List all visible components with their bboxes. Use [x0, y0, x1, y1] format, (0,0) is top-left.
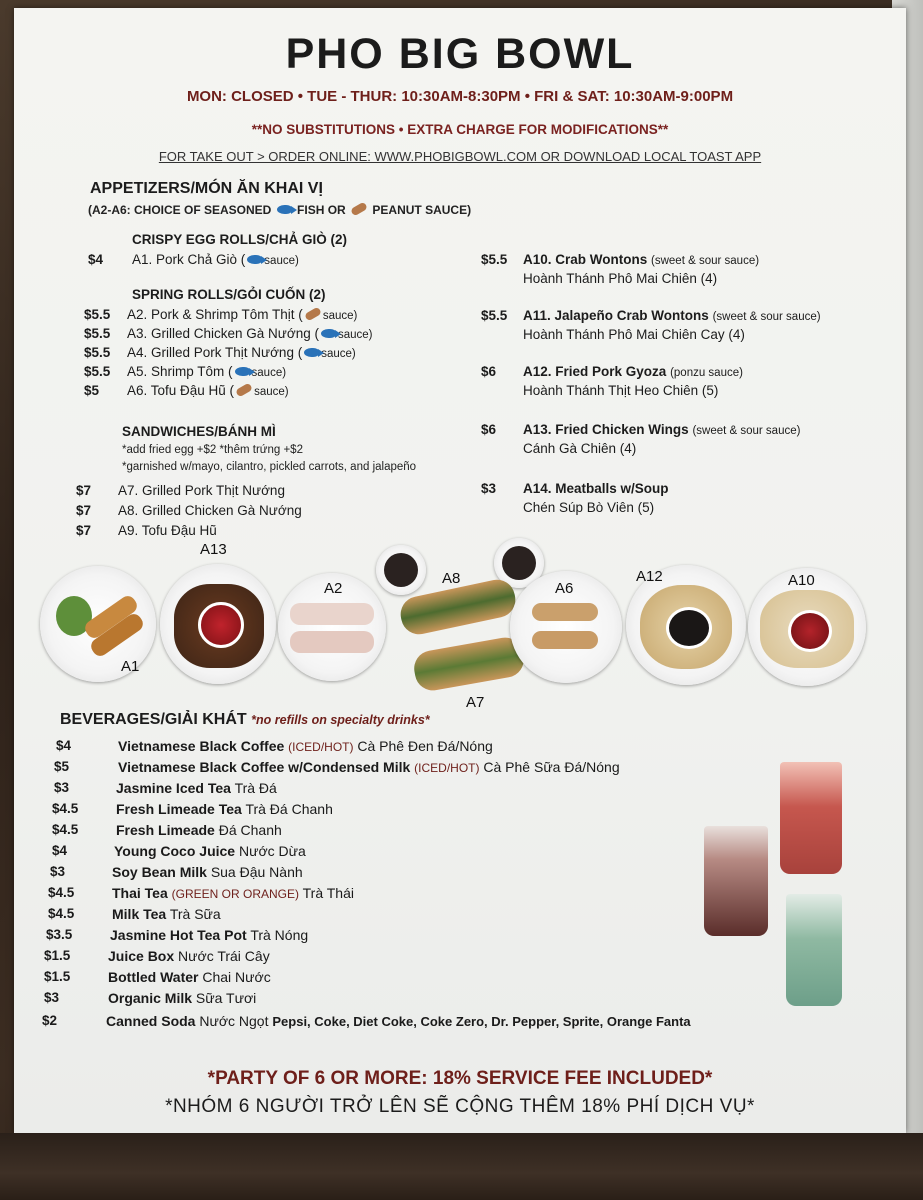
menu-sheet	[14, 8, 906, 1133]
beverage-tag: (ICED/HOT)	[414, 761, 480, 775]
beverage-name: Thai Tea	[112, 885, 168, 901]
item-price: $4	[88, 252, 104, 267]
beverage-item	[116, 801, 333, 817]
sauce-note-b: FISH OR	[297, 203, 346, 217]
item-sauce: sauce)	[251, 367, 287, 379]
beverage-name: Jasmine Hot Tea Pot	[110, 927, 247, 943]
peanut-icon	[304, 307, 322, 322]
item-vn-name: Chén Súp Bò Viên (5)	[523, 500, 655, 515]
item-price: $5	[84, 383, 100, 398]
menu-item-a3	[127, 326, 373, 341]
beverage-price: $5	[54, 759, 70, 774]
item-name: A12. Fried Pork Gyoza	[523, 364, 667, 379]
beverage-item	[110, 927, 308, 943]
item-price: $3	[481, 481, 497, 496]
beverage-price: $3	[44, 990, 60, 1005]
fish-icon	[321, 329, 336, 338]
peanut-icon	[350, 202, 368, 217]
beverage-vn-name: Sua Đậu Nành	[210, 864, 303, 880]
photo-label-a7: A7	[466, 694, 485, 711]
beverage-price: $1.5	[44, 969, 71, 984]
beverage-vn-name: Chai Nước	[202, 969, 271, 985]
menu-item-a10	[523, 252, 759, 267]
item-name: A11. Jalapeño Crab Wontons	[523, 308, 709, 323]
beverage-name: Organic Milk	[108, 990, 193, 1006]
item-price: $5.5	[84, 345, 111, 360]
item-name: A3. Grilled Chicken Gà Nướng (	[127, 326, 319, 341]
beverage-vn-name: Trà Thái	[302, 885, 354, 901]
beverage-name: Fresh Limeade Tea	[116, 801, 242, 817]
beverage-price: $3	[54, 780, 70, 795]
fish-icon	[277, 205, 292, 214]
photo-label-a12: A12	[636, 568, 663, 585]
party-fee-note-vn: *NHÓM 6 NGƯỜI TRỞ LÊN SẼ CỘNG THÊM 18% PHÍ DỊCH VỤ*	[165, 1096, 755, 1117]
opening-hours: MON: CLOSED • TUE - THUR: 10:30AM-8:30PM • FRI & SAT: 10:30AM-9:00PM	[186, 88, 734, 105]
menu-item-a6	[127, 383, 289, 398]
beverage-name: Young Coco Juice	[114, 843, 236, 859]
sandwich-note-garnish: *garnished w/mayo, cilantro, pickled carrots, and jalapeño	[122, 461, 417, 473]
item-name: A6. Tofu Đậu Hũ (	[127, 383, 235, 398]
photo-label-a8: A8	[442, 570, 461, 587]
menu-item-a11	[523, 308, 821, 323]
drink-photo-red	[780, 762, 842, 874]
beverage-tag: (ICED/HOT)	[288, 740, 354, 754]
sauce-note-c: PEANUT SAUCE)	[372, 203, 472, 217]
beverage-vn-name: Trà Đá Chanh	[245, 801, 333, 817]
sauce-note-a: (A2-A6: CHOICE OF SEASONED	[88, 203, 272, 217]
beverage-item	[118, 738, 493, 754]
photo-label-a2: A2	[324, 580, 343, 597]
beverage-vn-name: Trà Nóng	[250, 927, 309, 943]
beverage-item	[112, 864, 303, 880]
item-vn-name: Hoành Thánh Thịt Heo Chiên (5)	[523, 383, 719, 398]
menu-item-a13	[523, 422, 800, 437]
beverage-price: $1.5	[44, 948, 71, 963]
sauce-bowl-left	[376, 545, 426, 595]
item-sauce: sauce)	[321, 348, 356, 360]
spring-rolls-header: SPRING ROLLS/GỎI CUỐN (2)	[132, 287, 326, 302]
item-price: $7	[76, 483, 92, 498]
beverage-item	[116, 822, 282, 838]
sandwiches-header: SANDWICHES/BÁNH MÌ	[122, 424, 276, 439]
beverage-item	[114, 843, 306, 859]
beverage-vn-name: Nước Dừa	[238, 843, 306, 859]
item-sauce: sauce)	[337, 329, 373, 341]
food-photo-a7	[411, 635, 526, 693]
menu-item-a9: A9. Tofu Đậu Hũ	[118, 523, 217, 538]
item-price: $5.5	[481, 252, 508, 267]
title-text: PHO BIG BOWL	[285, 30, 635, 78]
item-sauce: sauce)	[264, 255, 299, 267]
menu-item-a12	[523, 364, 743, 379]
item-price: $5.5	[84, 326, 111, 341]
sauce-note	[88, 203, 471, 217]
restaurant-title	[14, 30, 906, 79]
item-sauce: (sweet & sour sauce)	[692, 425, 801, 437]
menu-item-a1	[132, 252, 299, 267]
beverage-item	[106, 1013, 691, 1029]
soda-options: Pepsi, Coke, Diet Coke, Coke Zero, Dr. Pepper, Sprite, Orange Fanta	[272, 1014, 691, 1029]
item-sauce: (ponzu sauce)	[670, 367, 743, 379]
drink-photo-green	[786, 894, 842, 1006]
beverage-name: Jasmine Iced Tea	[116, 780, 231, 796]
item-sauce: (sweet & sour sauce)	[651, 255, 760, 267]
beverage-vn-name: Cà Phê Đen Đá/Nóng	[357, 738, 493, 754]
photo-label-a1: A1	[121, 658, 140, 675]
beverage-item	[118, 759, 620, 775]
drink-photo-coffee	[704, 826, 768, 936]
beverage-price: $4	[52, 843, 68, 858]
beverage-item	[112, 885, 354, 901]
item-name: A4. Grilled Pork Thịt Nướng (	[127, 345, 303, 360]
beverage-vn-name: Trà Đá	[234, 780, 277, 796]
beverage-item	[108, 948, 270, 964]
beverage-price: $4	[56, 738, 72, 753]
beverage-name: Soy Bean Milk	[112, 864, 207, 880]
beverage-item	[108, 969, 271, 985]
item-name: A5. Shrimp Tôm (	[127, 364, 233, 379]
item-sauce: sauce)	[254, 386, 289, 398]
beverage-price: $3.5	[46, 927, 73, 942]
beverage-name: Fresh Limeade	[116, 822, 215, 838]
beverage-price: $4.5	[52, 822, 79, 837]
beverage-vn-name: Nước Trái Cây	[178, 948, 270, 964]
beverage-name: Juice Box	[108, 948, 175, 964]
beverage-name: Canned Soda	[106, 1013, 196, 1029]
beverage-vn-name: Sữa Tươi	[195, 990, 257, 1006]
fish-icon	[247, 255, 262, 264]
menu-item-a5	[127, 364, 286, 379]
beverage-name: Milk Tea	[112, 906, 167, 922]
beverages-note: *no refills on specialty drinks*	[251, 713, 430, 727]
item-name: A14. Meatballs w/Soup	[523, 481, 669, 496]
beverage-price: $2	[42, 1013, 58, 1028]
menu-item-a14	[523, 481, 669, 496]
photo-label-a13: A13	[200, 541, 227, 558]
item-price: $6	[481, 422, 497, 437]
beverage-item	[116, 780, 277, 796]
sandwich-note-egg: *add fried egg +$2 *thêm trứng +$2	[122, 444, 303, 456]
beverage-vn-name: Cà Phê Sữa Đá/Nóng	[483, 759, 620, 775]
item-vn-name: Hoành Thánh Phô Mai Chiên Cay (4)	[523, 327, 745, 342]
item-sauce: (sweet & sour sauce)	[712, 311, 821, 323]
fish-icon	[304, 348, 319, 357]
item-price: $5.5	[84, 307, 111, 322]
beverage-name: Vietnamese Black Coffee w/Condensed Milk	[118, 759, 411, 775]
beverage-vn-name: Trà Sữa	[169, 906, 221, 922]
peanut-icon	[235, 383, 253, 398]
menu-item-a2	[127, 307, 357, 322]
item-price: $5.5	[481, 308, 508, 323]
beverage-vn-name: Đá Chanh	[218, 822, 282, 838]
menu-item-a7: A7. Grilled Pork Thịt Nướng	[118, 483, 285, 498]
beverage-price: $4.5	[48, 885, 75, 900]
item-price: $7	[76, 523, 92, 538]
item-name: A13. Fried Chicken Wings	[523, 422, 689, 437]
beverage-price: $3	[50, 864, 66, 879]
fish-icon	[235, 367, 250, 376]
beverage-price: $4.5	[48, 906, 75, 921]
beverage-item	[108, 990, 256, 1006]
menu-item-a8: A8. Grilled Chicken Gà Nướng	[118, 503, 302, 518]
item-name: A1. Pork Chả Giò (	[132, 252, 246, 267]
beverages-title: BEVERAGES/GIẢI KHÁT	[60, 711, 247, 728]
takeout-link[interactable]: FOR TAKE OUT > ORDER ONLINE: WWW.PHOBIGBOWL.COM OR DOWNLOAD LOCAL TOAST APP	[158, 149, 762, 164]
beverage-name: Vietnamese Black Coffee	[118, 738, 285, 754]
table-bottom	[0, 1133, 923, 1200]
item-vn-name: Hoành Thánh Phô Mai Chiên (4)	[523, 271, 718, 286]
beverages-header	[60, 711, 430, 729]
beverage-item	[112, 906, 221, 922]
photo-label-a6: A6	[555, 580, 574, 597]
no-substitution-note: **NO SUBSTITUTIONS • EXTRA CHARGE FOR MODIFICATIONS**	[251, 122, 669, 137]
party-fee-note: *PARTY OF 6 OR MORE: 18% SERVICE FEE INCLUDED*	[207, 1068, 713, 1089]
item-price: $5.5	[84, 364, 111, 379]
menu-item-a4	[127, 345, 356, 360]
item-vn-name: Cánh Gà Chiên (4)	[523, 441, 637, 456]
egg-rolls-header: CRISPY EGG ROLLS/CHẢ GIÒ (2)	[132, 232, 348, 247]
photo-label-a10: A10	[788, 572, 815, 589]
item-sauce: sauce)	[322, 310, 358, 322]
beverage-tag: (GREEN OR ORANGE)	[171, 887, 299, 901]
beverage-vn-name: Nước Ngọt	[199, 1013, 269, 1029]
beverage-name: Bottled Water	[108, 969, 199, 985]
beverage-price: $4.5	[52, 801, 79, 816]
item-price: $7	[76, 503, 92, 518]
item-price: $6	[481, 364, 497, 379]
item-name: A2. Pork & Shrimp Tôm Thịt (	[127, 307, 303, 322]
item-name: A10. Crab Wontons	[523, 252, 648, 267]
food-photo-a13	[160, 564, 276, 684]
appetizers-header: APPETIZERS/MÓN ĂN KHAI VỊ	[90, 180, 323, 197]
